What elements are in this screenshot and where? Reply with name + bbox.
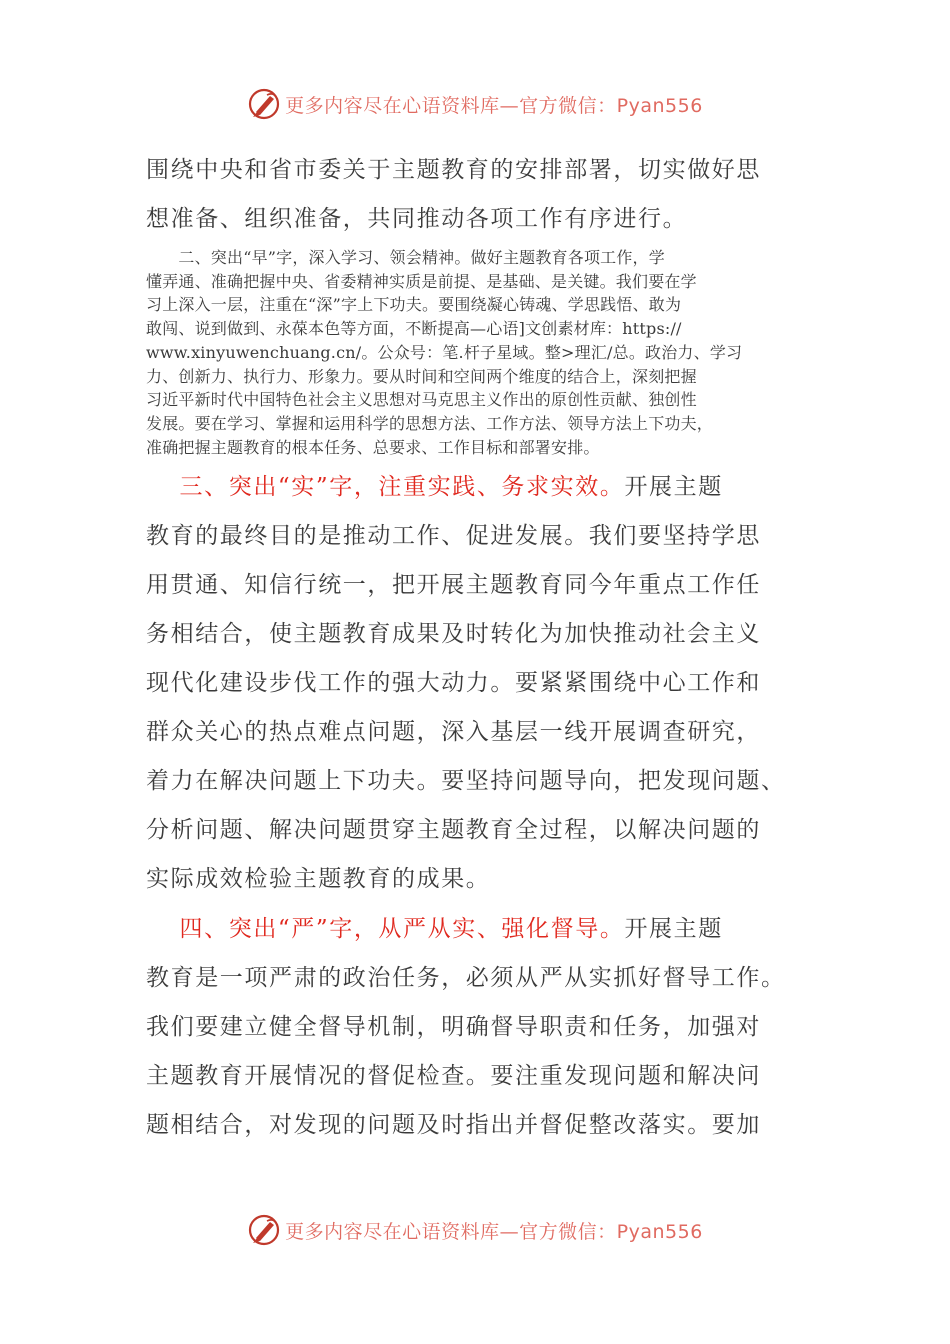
paragraph-4	[146, 905, 796, 1150]
text-line: 力、创新力、执行力、形象力。要从时间和空间两个维度的结合上，深刻把握	[146, 366, 697, 386]
text-line: 分析问题、解决问题贯穿主题教育全过程，以解决问题的	[146, 817, 761, 844]
banner-text: 更多内容尽在心语资料库—官方微信：Pyan556	[285, 1220, 703, 1243]
document-body	[146, 146, 796, 1150]
banner-wechat-id: Pyan556	[616, 94, 703, 117]
text-line: 现代化建设步伐工作的强大动力。要紧紧围绕中心工作和	[146, 670, 761, 697]
text-line: 发展。要在学习、掌握和运用科学的思想方法、工作方法、领导方法上下功夫，	[146, 413, 714, 433]
section-heading-4: 四、突出“严”字，从严从实、强化督导。	[179, 916, 625, 943]
text-line: 教育是一项严肃的政治任务，必须从严从实抓好督导工作。	[146, 965, 786, 992]
text-line: 想准备、组织准备，共同推动各项工作有序进行。	[146, 206, 688, 232]
paragraph-2	[146, 246, 796, 459]
text-line: 务相结合，使主题教育成果及时转化为加快推动社会主义	[146, 621, 761, 648]
text-line: www.xinyuwenchuang.cn/。公众号：笔.杆子星域。整>理汇/总。政治力、学习	[146, 342, 743, 362]
text-line: 教育的最终目的是推动工作、促进发展。我们要坚持学思	[146, 523, 761, 550]
text-line: 四、突出“严”字，从严从实、强化督导。开展主题	[179, 916, 723, 943]
text-line: 围绕中央和省市委关于主题教育的安排部署，切实做好思	[146, 157, 761, 183]
text-line: 用贯通、知信行统一，把开展主题教育同今年重点工作任	[146, 572, 761, 599]
text-line: 习近平新时代中国特色社会主义思想对马克思主义作出的原创性贡献、独创性	[146, 390, 697, 410]
footer-banner	[0, 1210, 950, 1250]
text-line: 实际成效检验主题教育的成果。	[146, 866, 491, 893]
text-line: 习上深入一层，注重在“深”字上下功夫。要围绕凝心铸魂、学思践悟、敢为	[146, 295, 682, 315]
banner-text: 更多内容尽在心语资料库—官方微信：Pyan556	[285, 94, 703, 117]
text-line: 二、突出“早”字，深入学习、领会精神。做好主题教育各项工作，学	[146, 248, 665, 267]
text-line: 群众关心的热点难点问题，深入基层一线开展调查研究，	[146, 719, 761, 746]
text-line: 敢闯、说到做到、永葆本色等方面，不断提高—心语]文创素材库：https://	[146, 319, 682, 339]
paragraph-3	[146, 463, 796, 904]
banner-wechat-id: Pyan556	[616, 1220, 703, 1243]
text-line: 我们要建立健全督导机制，明确督导职责和任务，加强对	[146, 1014, 761, 1041]
pen-circle-icon	[247, 87, 281, 121]
header-banner	[0, 84, 950, 124]
text-line: 懂弄通、准确把握中央、省委精神实质是前提、是基础、是关键。我们要在学	[146, 271, 697, 291]
text-line: 主题教育开展情况的督促检查。要注重发现问题和解决问	[146, 1063, 761, 1090]
text-line: 题相结合，对发现的问题及时指出并督促整改落实。要加	[146, 1112, 761, 1139]
text-line: 三、突出“实”字，注重实践、务求实效。开展主题	[179, 474, 723, 501]
text-line: 准确把握主题教育的根本任务、总要求、工作目标和部署安排。	[146, 437, 600, 457]
pen-circle-icon	[247, 1213, 281, 1247]
section-heading-3: 三、突出“实”字，注重实践、务求实效。	[179, 474, 625, 501]
paragraph-1	[146, 146, 796, 244]
text-line: 着力在解决问题上下功夫。要坚持问题导向，把发现问题、	[146, 768, 786, 795]
